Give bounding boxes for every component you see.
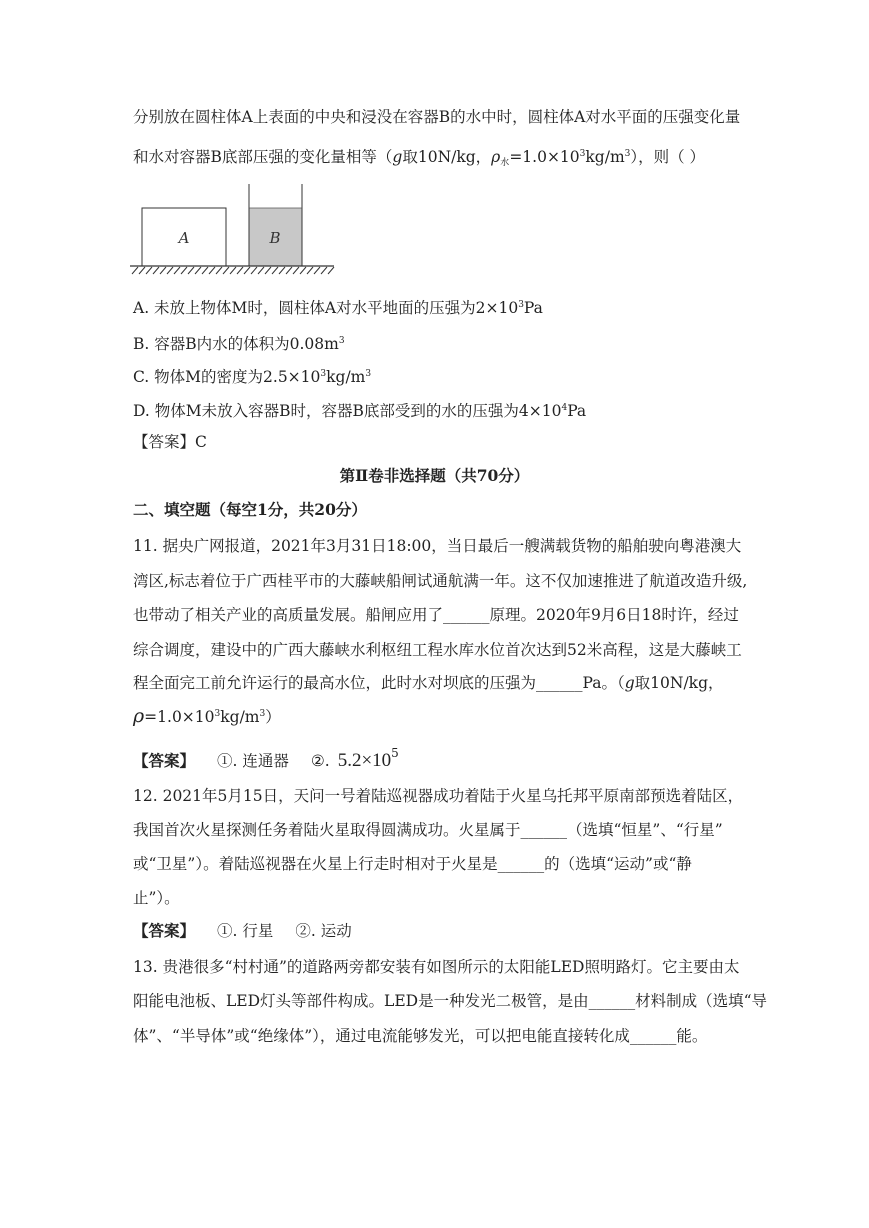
q10-figure	[128, 183, 338, 275]
q12-line-2: 我国首次火星探测任务着陆火星取得圆满成功。火星属于______（选填“恒星”、“行星”	[133, 821, 723, 839]
q11-line-1: 11. 据央广网报道，2021年3月31日18:00，当日最后一艘满载货物的船舶驶向粤港澳大	[133, 537, 742, 555]
q10-option-d: D. 物体M未放入容器B时，容器B底部受到的水的压强为$4\times 10^4Pa$	[133, 402, 587, 420]
ground-hatching	[132, 267, 334, 274]
q12-line-1: 12. 2021年5月15日，天问一号着陆巡视器成功着陆于火星乌托邦平原南部预选着陆区，	[133, 787, 744, 805]
q10-text-line-2: 和水对容器B底部压强的变化量相等（g取10N/kg，$\rho_水=1.0\times 10^3kg/m^3$），则（ ）	[133, 148, 706, 168]
q11-line-5: 程全面完工前允许运行的最高水位，此时水对坝底的压强为______Pa。（g取10N/kg，	[133, 674, 724, 692]
q12-line-3: 或“卫星”）。着陆巡视器在火星上行走时相对于火星是______的（选填“运动”或“静	[133, 855, 692, 873]
q13-line-1: 13. 贵港很多“村村通”的道路两旁都安装有如图所示的太阳能LED照明路灯。它主要由太	[133, 958, 740, 976]
q13-line-2: 阳能电池板、LED灯头等部件构成。LED是一种发光二极管，是由______材料制成（选填“导	[133, 992, 767, 1010]
q11-line-2: 湾区,标志着位于广西桂平市的大藤峡船闸试通航满一年。这不仅加速推进了航道改造升级,	[133, 572, 748, 590]
section-title: 第Ⅱ卷非选择题（共70分）	[339, 466, 530, 485]
part2-title: 二、填空题（每空1分，共20分）	[133, 500, 367, 519]
q13-line-3: 体”、“半导体”或“绝缘体”），通过电流能够发光，可以把电能直接转化成______能。	[133, 1027, 708, 1045]
q11-line-4: 综合调度，建设中的广西大藤峡水利枢纽工程水库水位首次达到52米高程，这是大藤峡工	[133, 641, 742, 659]
q10-option-c: C. 物体M的密度为$2.5\times 10^3kg/m^3$	[133, 368, 372, 386]
q11-line-6: $\rho=1.0\times 10^3kg/m^3$）	[133, 705, 281, 727]
q11-answer: 【答案】 ①. 连通器 ②. $5.2\times 10^5$	[133, 746, 399, 771]
cylinder-a-label: A	[178, 229, 190, 247]
q10-option-a: A. 未放上物体M时，圆柱体A对水平地面的压强为$2\times 10^3Pa$	[133, 299, 543, 317]
q10-option-b: B. 容器B内水的体积为$0.08m^3$	[133, 335, 345, 353]
q10-text-line-1: 分别放在圆柱体A上表面的中央和浸没在容器B的水中时，圆柱体A对水平面的压强变化量	[133, 108, 741, 126]
container-b-label: B	[269, 229, 281, 247]
q10-answer: 【答案】C	[133, 433, 207, 451]
q12-answer: 【答案】 ①. 行星 ②. 运动	[133, 921, 352, 940]
q12-line-4: 止”）。	[133, 889, 180, 907]
q11-line-3: 也带动了相关产业的高质量发展。船闸应用了______原理。2020年9月6日18时许，经过	[133, 606, 739, 624]
